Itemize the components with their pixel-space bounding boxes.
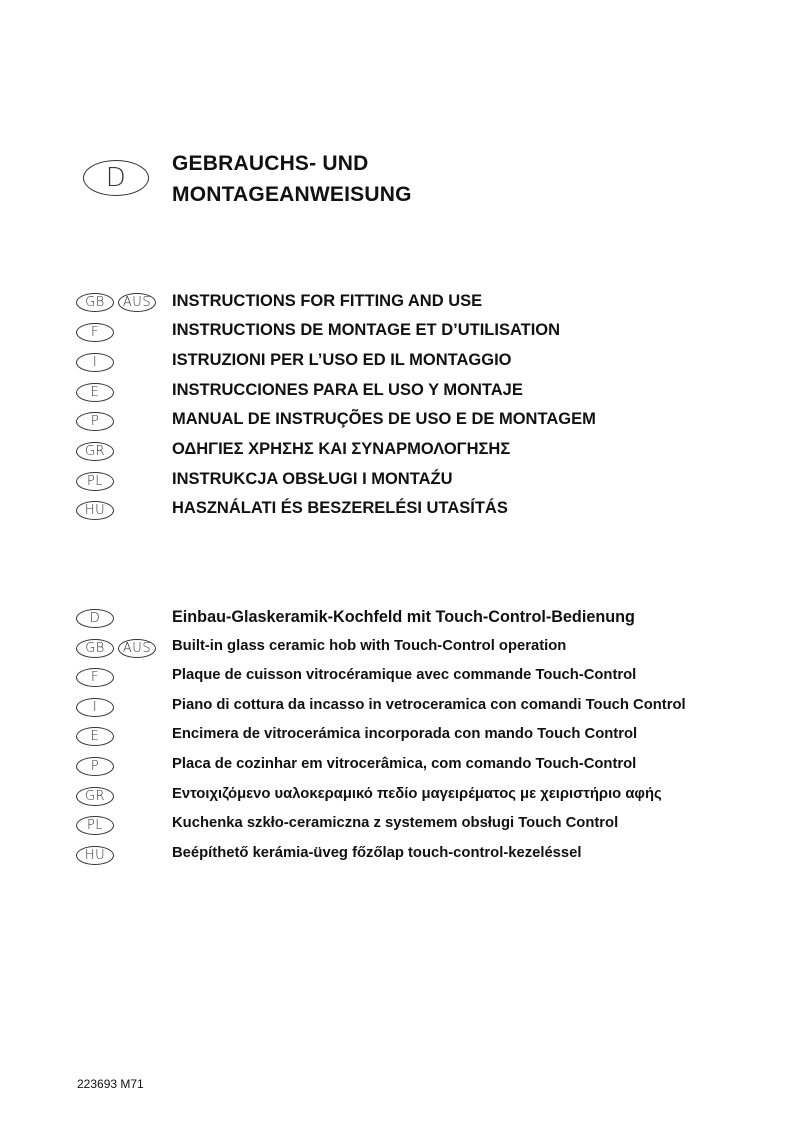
title-line-1: GEBRAUCHS- UND (172, 152, 369, 175)
lang-badge: E (76, 727, 114, 746)
instruction-item: MANUAL DE INSTRUÇÕES DE USO E DE MONTAGEM (172, 410, 596, 428)
description-item: Εντοιχιζόμενο υαλοκεραμικό πεδίο μαγειρέματος με χειριστήριο αφής (172, 786, 662, 802)
instruction-item: INSTRUCTIONS FOR FITTING AND USE (172, 292, 483, 310)
title-line-2: MONTAGEANWEISUNG (172, 183, 412, 206)
description-item: Kuchenka szkło-ceramiczna z systemem obsługi Touch Control (172, 815, 619, 831)
description-item: Placa de cozinhar em vitrocerâmica, com comando Touch-Control (172, 756, 637, 772)
lang-badge: I (76, 353, 114, 372)
lang-badge: P (76, 412, 114, 431)
lang-badge: F (76, 323, 114, 342)
description-item: Built-in glass ceramic hob with Touch-Control operation (172, 638, 567, 654)
lang-badge: AUS (118, 639, 156, 658)
lang-badge: F (76, 668, 114, 687)
lang-badge: HU (76, 846, 114, 865)
lang-badge: GB (76, 293, 114, 312)
instruction-item: INSTRUCTIONS DE MONTAGE ET D’UTILISATION (172, 321, 561, 339)
lang-badge: E (76, 383, 114, 402)
instruction-item: INSTRUCCIONES PARA EL USO Y MONTAJE (172, 381, 523, 399)
lang-badge: HU (76, 501, 114, 520)
instruction-item: INSTRUKCJA OBSŁUGI I MONTAŹU (172, 470, 453, 488)
lang-badge: AUS (118, 293, 156, 312)
description-item: Plaque de cuisson vitrocéramique avec commande Touch-Control (172, 667, 637, 683)
lang-badge: P (76, 757, 114, 776)
lang-badge: PL (76, 816, 114, 835)
description-item: Einbau-Glaskeramik-Kochfeld mit Touch-Control-Bedienung (172, 608, 635, 626)
lang-badge: I (76, 698, 114, 717)
instruction-item: ISTRUZIONI PER L’USO ED IL MONTAGGIO (172, 351, 512, 369)
document-number: 223693 M71 (77, 1077, 144, 1091)
description-item: Piano di cottura da incasso in vetroceramica con comandi Touch Control (172, 697, 686, 713)
lang-badge: D (76, 609, 114, 628)
instruction-item: HASZNÁLATI ÉS BESZERELÉSI UTASÍTÁS (172, 499, 508, 517)
lang-badge: GR (76, 787, 114, 806)
description-item: Beépíthető kerámia-üveg főzőlap touch-control-kezeléssel (172, 845, 582, 861)
lang-badge: PL (76, 472, 114, 491)
lang-badge: GB (76, 639, 114, 658)
page-title (172, 148, 412, 210)
description-item: Encimera de vitrocerámica incorporada con mando Touch Control (172, 726, 638, 742)
instruction-item: ΟΔΗΓΙΕΣ ΧΡΗΣΗΣ ΚΑΙ ΣΥΝΑΡΜΟΛΟΓΗΣΗΣ (172, 440, 511, 458)
lang-badge-header: D (83, 160, 149, 196)
lang-badge: GR (76, 442, 114, 461)
